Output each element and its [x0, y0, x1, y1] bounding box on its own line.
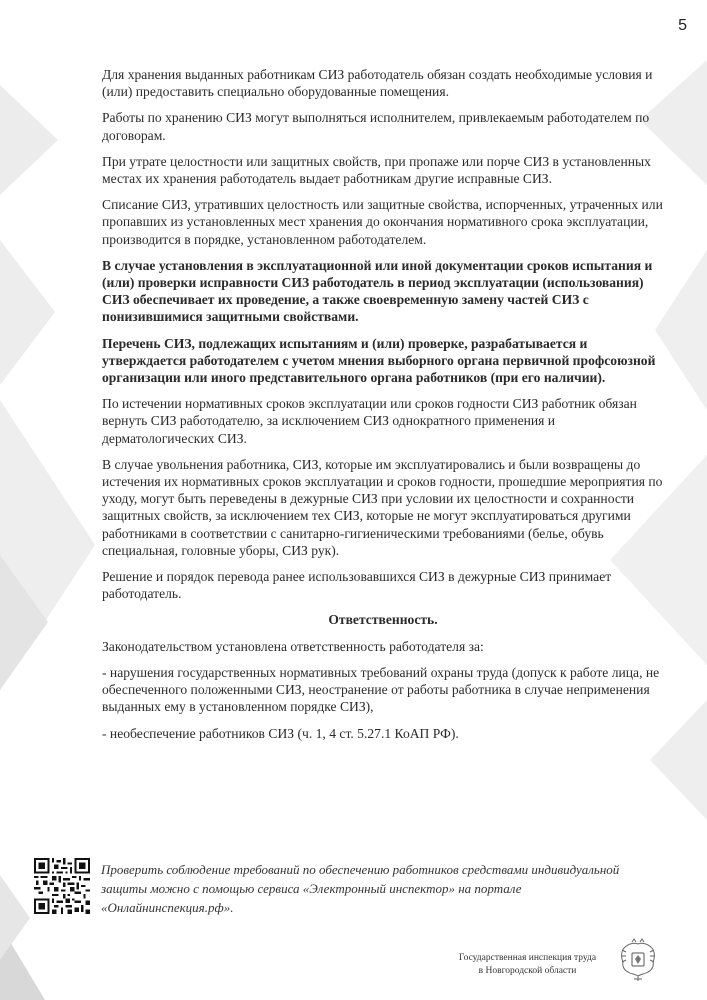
- paragraph: Работы по хранению СИЗ могут выполняться исполнителем, привлекаемым работодателем по договорам.: [102, 110, 650, 143]
- organization-name-line: в Новгородской области: [478, 966, 577, 976]
- service-footnote: Проверить соблюдение требований по обеспечению работников средствами индивидуальной защиты можно с помощью сервиса «Электронный инспектор» на портале «Онлайнинспекция.рф».: [101, 862, 620, 915]
- responsibility-item: - нарушения государственных нормативных требований охраны труда (допуск к работе лица, не обеспеченного положенными СИЗ, неостранение от работы работника в случае неприменения выданных ему в установленном порядке СИЗ),: [102, 664, 660, 715]
- paragraph-bold: Перечень СИЗ, подлежащих испытаниям и (или) проверке, разрабатывается и утверждается работодателем с учетом мнения выборного органа первичной профсоюзной организации или иного представительного органа работников (при его наличии).: [102, 335, 656, 386]
- paragraph: Решение и порядок перевода ранее использовавшихся СИЗ в дежурные СИЗ принимает работодатель.: [102, 569, 612, 602]
- organization-name-line: Государственная инспекция труда: [458, 953, 597, 963]
- paragraph: Списание СИЗ, утративших целостность или защитные свойства, испорченных, утраченных или пропавших из установленных мест хранения до окончания нормативного срока эксплуатации, производится в порядке, установленном работодателем.: [102, 197, 663, 247]
- coat-of-arms-icon: [618, 938, 658, 982]
- section-heading: Ответственность.: [328, 612, 438, 628]
- responsibility-item: - необеспечение работников СИЗ (ч. 1, 4 ст. 5.27.1 КоАП РФ).: [102, 725, 459, 741]
- paragraph: Для хранения выданных работникам СИЗ работодатель обязан создать необходимые условия и (или) предоставить специально оборудованные помещения.: [102, 67, 653, 100]
- qr-code[interactable]: [34, 858, 90, 914]
- responsibility-intro: Законодательством установлена ответственность работодателя за:: [102, 638, 484, 654]
- paragraph: По истечении нормативных сроков эксплуатации или сроков годности СИЗ работник обязан вернуть СИЗ работодателю, за исключением СИЗ однократного применения и дерматологических СИЗ.: [102, 396, 637, 446]
- document-body: [102, 66, 664, 751]
- paragraph: При утрате целостности или защитных свойств, при пропаже или порче СИЗ в установленных местах их хранения работодатель выдает работникам другие исправные СИЗ.: [102, 153, 651, 187]
- organization-name: [440, 952, 615, 978]
- page-number: 5: [678, 17, 687, 34]
- paragraph-bold: В случае установления в эксплуатационной или иной документации сроков испытания и (или) проверки исправности СИЗ работодатель в период эксплуатации (использования) СИЗ обеспечивает их проведение, а также своевременную замену частей СИЗ с понизившимися защитными свойствами.: [102, 257, 653, 325]
- paragraph: В случае увольнения работника, СИЗ, которые им эксплуатировались и были возвращены до истечения их нормативных сроков эксплуатации и сроков годности, прошедшие мероприятия по уходу, могут быть переведены в дежурные СИЗ при условии их целостности и сохранности защитных свойств, за исключением тех СИЗ, которые не могут эксплуатироваться другими работниками в соответствии с санитарно-гигиеническими требованиями (белье, обувь специальная, головные уборы, СИЗ рук).: [102, 456, 663, 558]
